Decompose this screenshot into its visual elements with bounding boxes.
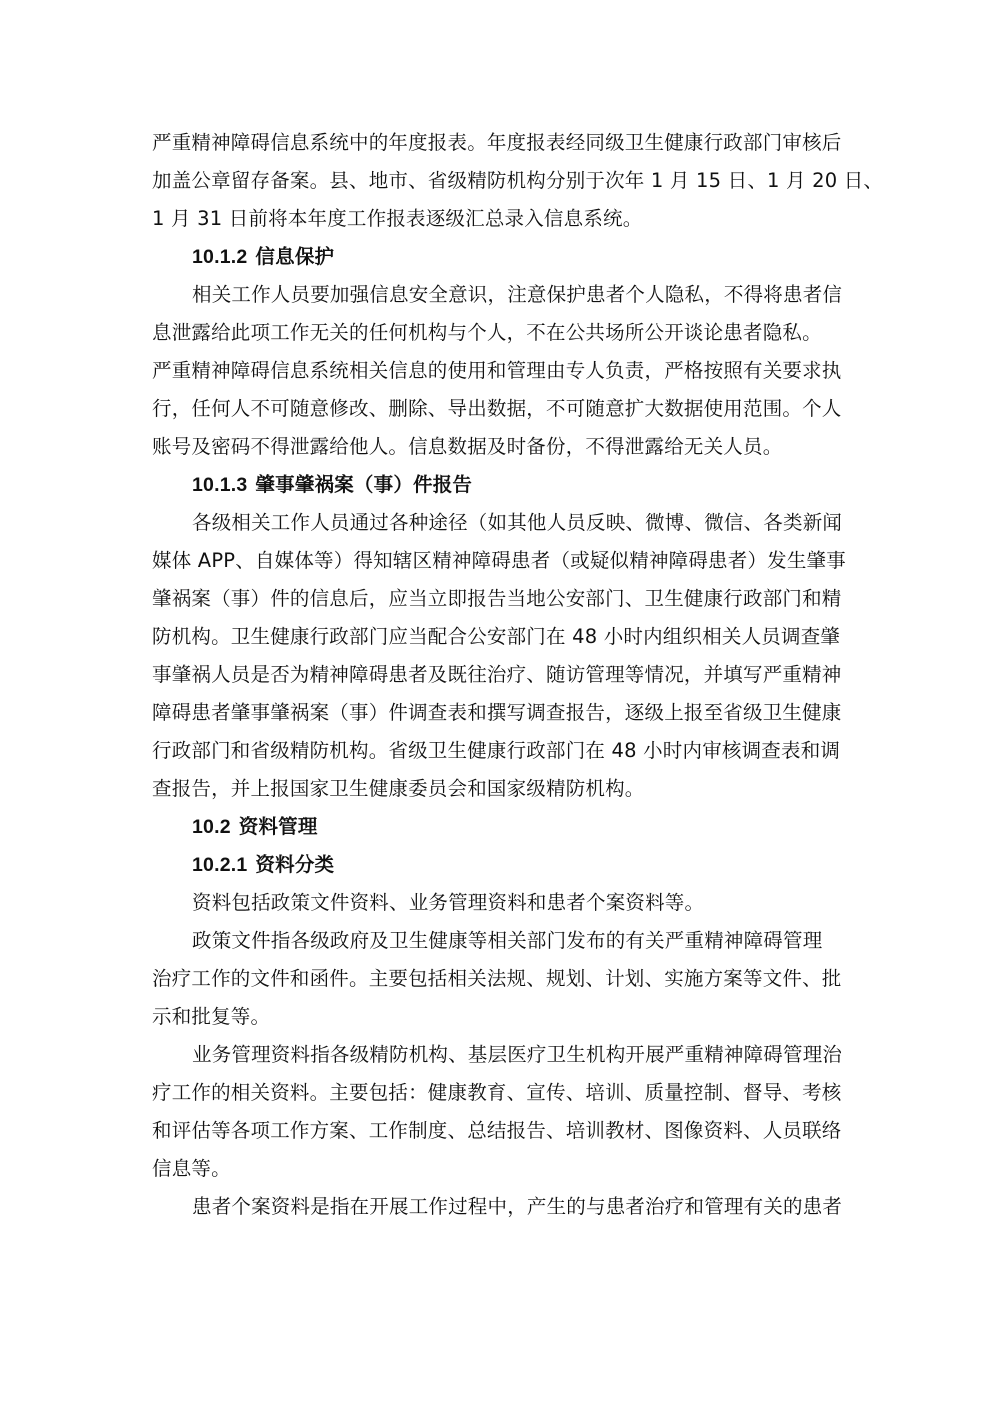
paragraph [152, 922, 852, 1036]
section-number: 10.2.1 [192, 854, 248, 876]
paragraph-line: 疗工作的相关资料。主要包括：健康教育、宣传、培训、质量控制、督导、考核 [152, 1081, 842, 1104]
paragraph-line: 行政部门和省级精防机构。省级卫生健康行政部门在 48 小时内审核调查表和调 [152, 739, 841, 762]
paragraph-line: 治疗工作的文件和函件。主要包括相关法规、规划、计划、实施方案等文件、批 [152, 967, 842, 990]
paragraph-line: 业务管理资料指各级精防机构、基层医疗卫生机构开展严重精神障碍管理治 [192, 1043, 843, 1066]
section-number: 10.2 [192, 816, 231, 838]
paragraph-line: 各级相关工作人员通过各种途径（如其他人员反映、微博、微信、各类新闻 [192, 511, 843, 534]
paragraph [152, 504, 852, 808]
paragraph-line: 加盖公章留存备案。县、地市、省级精防机构分别于次年 1 月 15 日、1 月 20 日、 [152, 169, 884, 192]
section-heading [152, 238, 852, 276]
paragraph-line: 示和批复等。 [152, 1005, 271, 1028]
paragraph [152, 1036, 852, 1188]
paragraph-line: 1 月 31 日前将本年度工作报表逐级汇总录入信息系统。 [152, 207, 643, 230]
paragraph-line: 严重精神障碍信息系统中的年度报表。年度报表经同级卫生健康行政部门审核后 [152, 131, 842, 154]
paragraph-line: 账号及密码不得泄露给他人。信息数据及时备份，不得泄露给无关人员。 [152, 435, 783, 458]
paragraph-line: 媒体 APP、自媒体等）得知辖区精神障碍患者（或疑似精神障碍患者）发生肇事 [152, 549, 846, 572]
paragraph-line: 查报告，并上报国家卫生健康委员会和国家级精防机构。 [152, 777, 645, 800]
document-body [152, 124, 884, 1226]
section-title: 资料管理 [238, 815, 318, 838]
paragraph [152, 1188, 852, 1226]
paragraph-line: 信息等。 [152, 1157, 231, 1180]
paragraph-line: 政策文件指各级政府及卫生健康等相关部门发布的有关严重精神障碍管理 [192, 929, 823, 952]
paragraph [152, 276, 852, 352]
paragraph-line: 息泄露给此项工作无关的任何机构与个人，不在公共场所公开谈论患者隐私。 [152, 321, 822, 344]
paragraph-line: 患者个案资料是指在开展工作过程中，产生的与患者治疗和管理有关的患者 [192, 1195, 843, 1218]
paragraph-line: 和评估等各项工作方案、工作制度、总结报告、培训教材、图像资料、人员联络 [152, 1119, 842, 1142]
paragraph-line: 相关工作人员要加强信息安全意识，注意保护患者个人隐私，不得将患者信 [192, 283, 843, 306]
paragraph [152, 124, 884, 238]
paragraph-line: 严重精神障碍信息系统相关信息的使用和管理由专人负责，严格按照有关要求执 [152, 359, 842, 382]
paragraph-line: 事肇祸人员是否为精神障碍患者及既往治疗、随访管理等情况，并填写严重精神 [152, 663, 842, 686]
section-title: 资料分类 [255, 853, 335, 876]
paragraph-line: 肇祸案（事）件的信息后，应当立即报告当地公安部门、卫生健康行政部门和精 [152, 587, 842, 610]
section-title: 信息保护 [255, 245, 335, 268]
paragraph-line: 防机构。卫生健康行政部门应当配合公安部门在 48 小时内组织相关人员调查肇 [152, 625, 841, 648]
section-number: 10.1.3 [192, 474, 248, 496]
section-title: 肇事肇祸案（事）件报告 [255, 473, 473, 496]
section-heading [152, 846, 852, 884]
paragraph [152, 352, 852, 466]
section-heading [152, 808, 852, 846]
paragraph-line: 资料包括政策文件资料、业务管理资料和患者个案资料等。 [192, 891, 705, 914]
section-number: 10.1.2 [192, 246, 248, 268]
paragraph-line: 行，任何人不可随意修改、删除、导出数据，不可随意扩大数据使用范围。个人 [152, 397, 842, 420]
paragraph-line: 障碍患者肇事肇祸案（事）件调查表和撰写调查报告，逐级上报至省级卫生健康 [152, 701, 842, 724]
section-heading [152, 466, 852, 504]
paragraph [152, 884, 852, 922]
